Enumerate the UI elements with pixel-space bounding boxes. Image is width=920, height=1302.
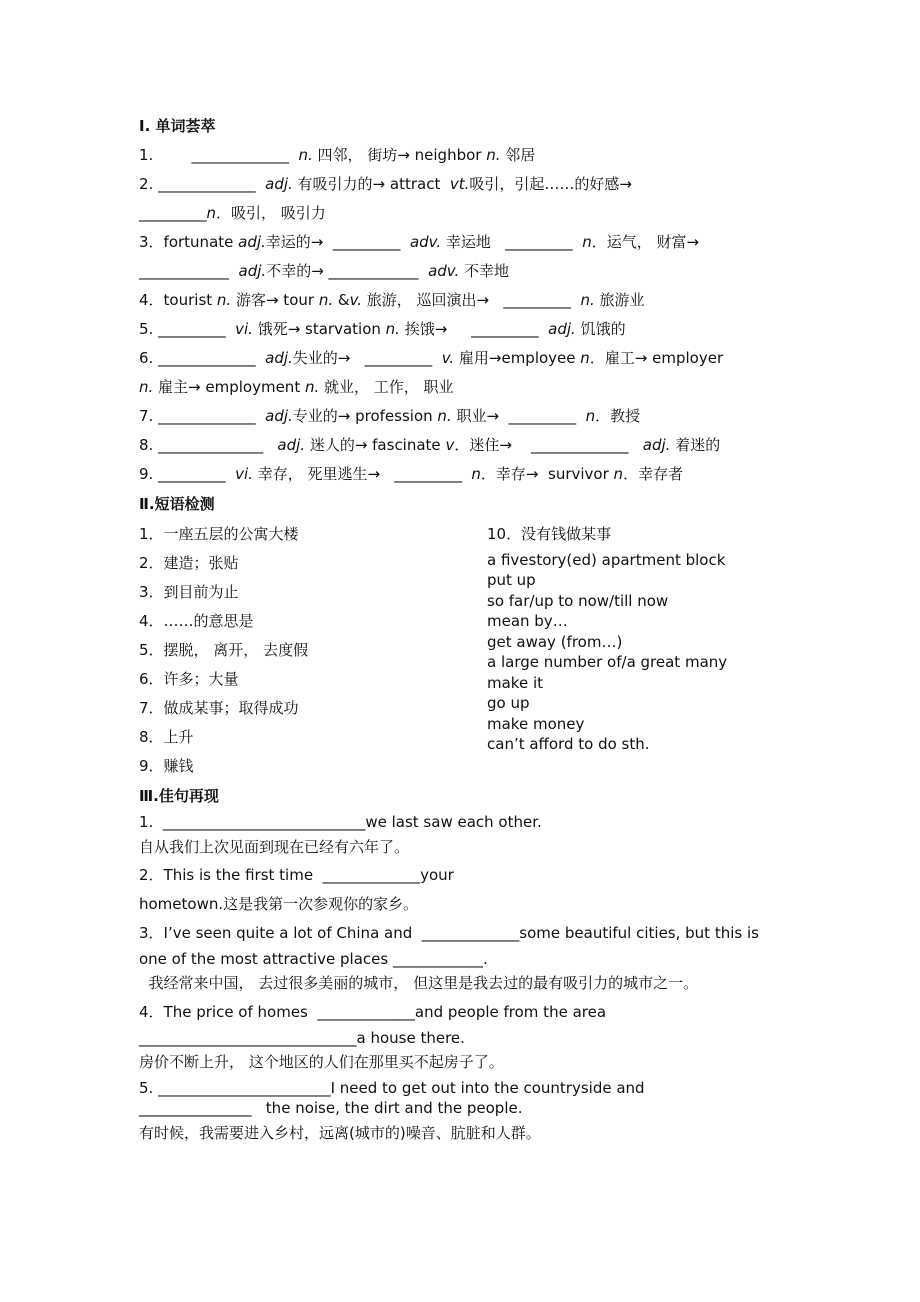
line-text: ．运气， 财富→: [591, 233, 700, 251]
sentence-line: 5. _______________________I need to get out into the countryside and: [139, 1079, 645, 1097]
line-text: 饿死→ starvation: [252, 320, 386, 338]
line-text: 吸引，引起……的好感→: [469, 175, 632, 193]
sentence-line: one of the most attractive places ____________.: [139, 950, 488, 968]
sentence-line: 自从我们上次见面到现在已经有六年了。: [139, 838, 410, 856]
sentence-line: _______________ the noise, the dirt and the people.: [139, 1099, 523, 1117]
line-text: 幸存， 死里逃生→ _________: [252, 465, 472, 483]
vocab-line: [139, 175, 632, 193]
phrase-prompt: 8．上升: [139, 728, 194, 746]
vocab-line: [139, 233, 699, 251]
vocab-line: [139, 320, 626, 338]
sentence-line: 我经常来中国， 去过很多美丽的城市， 但这里是我去过的最有吸引力的城市之一。: [139, 974, 699, 992]
part-of-speech: n.: [298, 146, 313, 164]
phrase-answer: 10．没有钱做某事: [487, 525, 612, 543]
part-of-speech: vt.: [449, 175, 470, 193]
phrase-prompt: 2．建造；张贴: [139, 554, 239, 572]
line-text: &: [333, 291, 350, 309]
section1-heading: Ⅰ. 单词荟萃: [139, 117, 216, 135]
line-text: 幸运的→ _________: [265, 233, 410, 251]
line-text: 饥饿的: [575, 320, 626, 338]
vocab-line: [139, 436, 720, 454]
part-of-speech: n.: [318, 291, 334, 309]
line-text: 挨饿→ _________: [399, 320, 549, 338]
line-text: 5. _________: [139, 320, 236, 338]
line-text: 邻居: [500, 146, 536, 164]
part-of-speech: adj.: [277, 436, 306, 454]
line-text: 不幸的→ ____________: [266, 262, 429, 280]
sentence-line: 房价不断上升， 这个地区的人们在那里买不起房子了。: [139, 1053, 504, 1071]
vocab-line: [139, 465, 683, 483]
line-text: ．吸引， 吸引力: [216, 204, 326, 222]
phrase-answer: a large number of/a great many: [487, 653, 728, 671]
vocab-line: [139, 378, 454, 396]
line-text: 6. _____________: [139, 349, 266, 367]
line-text: 旅游业: [594, 291, 645, 309]
line-text: 有吸引力的→ attract: [292, 175, 450, 193]
sentence-line: _____________________________a house there.: [139, 1029, 465, 1047]
vocab-line: [139, 262, 509, 280]
phrase-answer: can’t afford to do sth.: [487, 735, 650, 753]
part-of-speech: adv.: [428, 262, 460, 280]
line-text: ．迷住→ _____________: [454, 436, 643, 454]
line-text: 3．fortunate: [139, 233, 239, 251]
phrase-answer: go up: [487, 694, 530, 712]
phrase-answer: put up: [487, 571, 536, 589]
part-of-speech: n: [613, 465, 624, 483]
part-of-speech: adj.: [642, 436, 671, 454]
part-of-speech: n.: [486, 146, 501, 164]
line-text: 9. _________: [139, 465, 236, 483]
line-text: 雇用→employee: [454, 349, 581, 367]
part-of-speech: n.: [216, 291, 232, 309]
line-text: ．幸存者: [623, 465, 684, 483]
line-text: ．雇工→ employer: [589, 349, 724, 367]
section3-heading: Ⅲ.佳句再现: [139, 787, 219, 805]
phrase-prompt: 4．……的意思是: [139, 612, 254, 630]
sentence-line: 4．The price of homes _____________and people from the area: [139, 1003, 607, 1021]
part-of-speech: n: [585, 407, 596, 425]
line-text: 职业→ _________: [451, 407, 586, 425]
phrase-answer: a fivestory(ed) apartment block: [487, 551, 726, 569]
part-of-speech: v: [445, 436, 455, 454]
line-text: 旅游， 巡回演出→ _________: [361, 291, 581, 309]
part-of-speech: adj.: [238, 262, 267, 280]
line-text: 8. ______________: [139, 436, 278, 454]
sentence-line: 有时候，我需要进入乡村，远离(城市的)噪音、肮脏和人群。: [139, 1124, 541, 1142]
line-text: 不幸地: [459, 262, 509, 280]
part-of-speech: v.: [349, 291, 362, 309]
line-text: 7. _____________: [139, 407, 266, 425]
line-text: ．幸存→ survivor: [480, 465, 614, 483]
sentence-line: hometown.这是我第一次参观你的家乡。: [139, 895, 419, 913]
part-of-speech: vi.: [235, 320, 253, 338]
part-of-speech: n.: [437, 407, 452, 425]
vocab-line: [139, 349, 723, 367]
vocab-line: [139, 407, 640, 425]
phrase-prompt: 9．赚钱: [139, 757, 194, 775]
phrase-answer: make money: [487, 715, 585, 733]
sentence-line: 3．I’ve seen quite a lot of China and _____________some beautiful cities, but this is: [139, 924, 759, 942]
phrase-prompt: 1．一座五层的公寓大楼: [139, 525, 299, 543]
part-of-speech: v.: [441, 349, 455, 367]
line-text: 四邻， 街坊→ neighbor: [312, 146, 487, 164]
line-text: 1. _____________: [139, 146, 299, 164]
part-of-speech: adj.: [265, 407, 293, 425]
line-text: ____________: [139, 262, 239, 280]
part-of-speech: n.: [580, 291, 595, 309]
line-text: ．教授: [595, 407, 641, 425]
phrase-prompt: 7．做成某事；取得成功: [139, 699, 299, 717]
part-of-speech: adj.: [548, 320, 576, 338]
part-of-speech: n.: [304, 378, 320, 396]
vocab-line: [139, 204, 326, 222]
phrase-answer: mean by…: [487, 612, 568, 630]
part-of-speech: n: [580, 349, 590, 367]
sentence-line: 2．This is the first time _____________your: [139, 866, 454, 884]
part-of-speech: adj.: [265, 349, 293, 367]
vocab-line: [139, 291, 645, 309]
phrase-prompt: 5．摆脱， 离开， 去度假: [139, 641, 309, 659]
line-text: 失业的→ _________: [292, 349, 442, 367]
part-of-speech: n.: [385, 320, 400, 338]
line-text: 2. _____________: [139, 175, 266, 193]
part-of-speech: vi.: [235, 465, 253, 483]
line-text: 4．tourist: [139, 291, 217, 309]
part-of-speech: n: [206, 204, 217, 222]
phrase-prompt: 3．到目前为止: [139, 583, 239, 601]
phrase-answer: get away (from…): [487, 633, 623, 651]
line-text: 专业的→ profession: [292, 407, 438, 425]
line-text: _________: [139, 204, 207, 222]
part-of-speech: adj.: [265, 175, 293, 193]
part-of-speech: n.: [139, 378, 154, 396]
line-text: 雇主→ employment: [153, 378, 305, 396]
phrase-answer: so far/up to now/till now: [487, 592, 669, 610]
phrase-prompt: 6．许多；大量: [139, 670, 239, 688]
line-text: 游客→ tour: [231, 291, 319, 309]
line-text: 幸运地 _________: [441, 233, 583, 251]
line-text: 着迷的: [670, 436, 721, 454]
section2-heading: Ⅱ.短语检测: [139, 495, 215, 513]
vocab-line: [139, 146, 535, 164]
phrase-answer: make it: [487, 674, 544, 692]
part-of-speech: adv.: [409, 233, 442, 251]
part-of-speech: n: [582, 233, 592, 251]
line-text: 迷人的→ fascinate: [305, 436, 446, 454]
part-of-speech: n: [471, 465, 481, 483]
sentence-line: 1. ___________________________we last saw each other.: [139, 813, 542, 831]
part-of-speech: adj.: [238, 233, 266, 251]
line-text: 就业， 工作， 职业: [319, 378, 454, 396]
